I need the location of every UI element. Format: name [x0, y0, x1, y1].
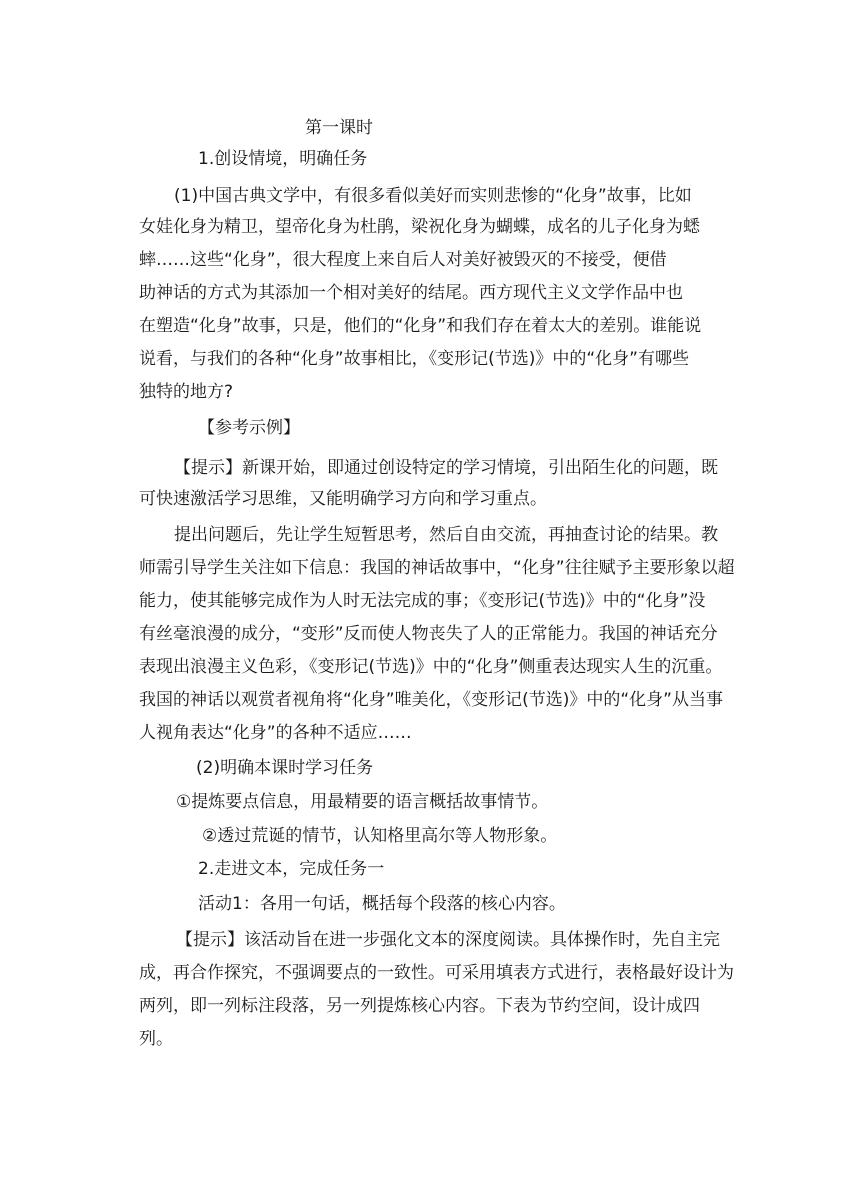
analysis-line: 师需引导学生关注如下信息：我国的神话故事中，“化身”往往赋予主要形象以超 [139, 558, 735, 578]
analysis-line: 我国的神话以观赏者视角将“化身”唯美化，《变形记(节选)》中的“化身”从当事 [139, 690, 723, 710]
tip-line: 【提示】该活动旨在进一步强化文本的深度阅读。具体操作时，先自主完 [176, 930, 720, 950]
intro-line: 说看，与我们的各种“化身”故事相比，《变形记(节选)》中的“化身”有哪些 [139, 349, 689, 369]
step2-heading: 2.走进文本，完成任务一 [198, 859, 385, 879]
analysis-line: 人视角表达“化身”的各种不适应…… [139, 723, 412, 743]
section-title: 第一课时 [305, 118, 373, 138]
tip-line: 两列，即一列标注段落，另一列提炼核心内容。下表为节约空间，设计成四 [139, 996, 700, 1016]
intro-line: 蟀……这些“化身”，很大程度上来自后人对美好被毁灭的不接受，便借 [139, 250, 667, 270]
tip-line: 列。 [139, 1029, 173, 1049]
analysis-line: 提出问题后，先让学生短暂思考，然后自由交流，再抽查讨论的结果。教 [174, 525, 718, 545]
analysis-line: 表现出浪漫主义色彩，《变形记(节选)》中的“化身”侧重表达现实人生的沉重。 [139, 657, 723, 677]
intro-line: 独特的地方? [139, 382, 234, 402]
activity-1: 活动1：各用一句话，概括每个段落的核心内容。 [198, 894, 566, 914]
intro-line: 女娃化身为精卫，望帝化身为杜鹃，梁祝化身为蝴蝶，成名的儿子化身为蟋 [139, 217, 700, 237]
task-item-1: ①提炼要点信息，用最精要的语言概括故事情节。 [176, 792, 549, 812]
intro-line: (1)中国古典文学中，有很多看似美好而实则悲惨的“化身”故事，比如 [174, 186, 692, 206]
tip-line: 【提示】新课开始，即通过创设特定的学习情境，引出陌生化的问题，既 [174, 458, 718, 478]
tip-line: 成，再合作探究，不强调要点的一致性。可采用填表方式进行，表格最好设计为 [139, 963, 734, 983]
step1-heading: 1.创设情境，明确任务 [198, 149, 368, 169]
task-heading: (2)明确本课时学习任务 [196, 758, 374, 778]
analysis-line: 有丝毫浪漫的成分，“变形”反而使人物丧失了人的正常能力。我国的神话充分 [139, 624, 718, 644]
intro-line: 在塑造“化身”故事，只是，他们的“化身”和我们存在着太大的差别。谁能说 [139, 316, 702, 336]
task-item-2: ②透过荒诞的情节，认知格里高尔等人物形象。 [202, 826, 558, 846]
analysis-line: 能力，使其能够完成作为人时无法完成的事；《变形记(节选)》中的“化身”没 [139, 591, 706, 611]
tip-line: 可快速激活学习思维，又能明确学习方向和学习重点。 [139, 489, 547, 509]
reference-example-label: 【参考示例】 [198, 418, 300, 438]
intro-line: 助神话的方式为其添加一个相对美好的结尾。西方现代主义文学作品中也 [139, 283, 683, 303]
